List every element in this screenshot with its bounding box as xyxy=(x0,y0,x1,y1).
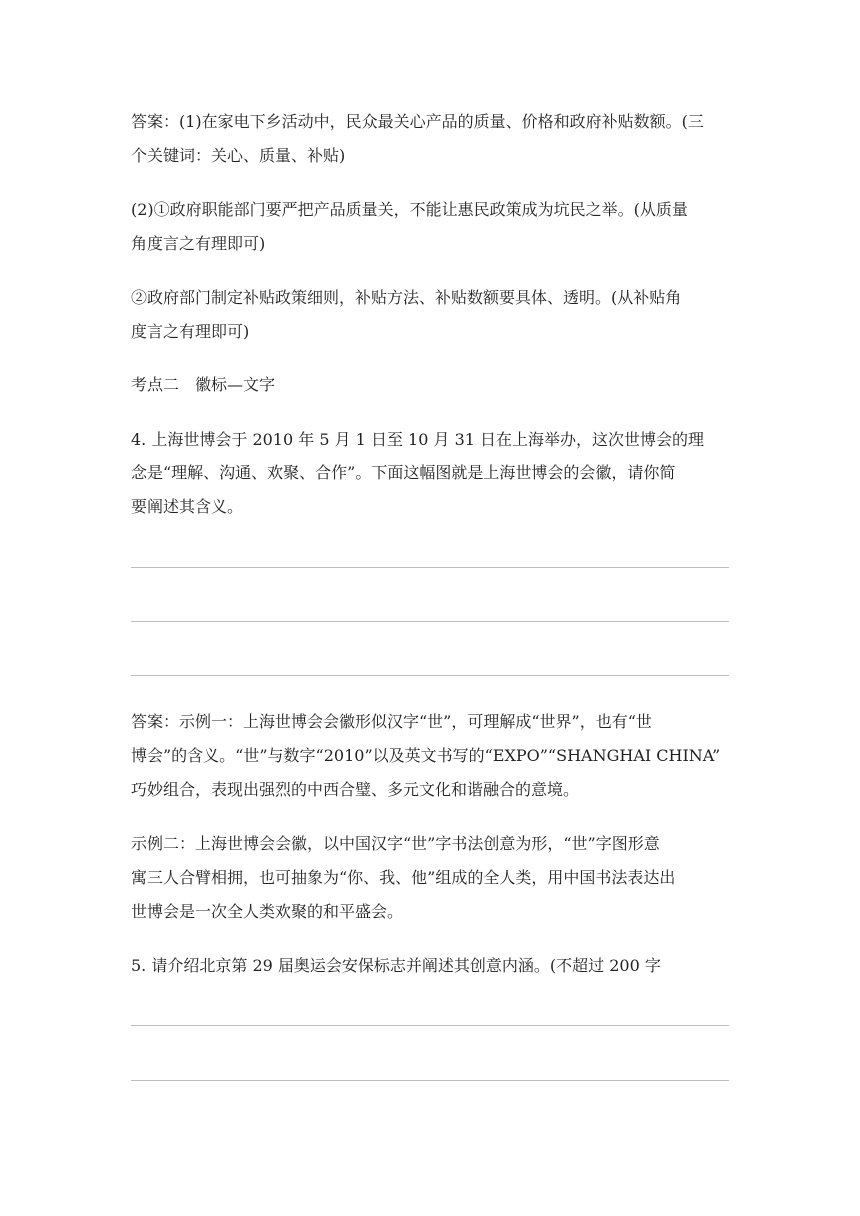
question4-line-1: 4. 上海世博会于 2010 年 5 月 1 日至 10 月 31 日在上海举办，这次世博会的理 xyxy=(131,430,705,449)
question4-line-3: 要阐述其含义。 xyxy=(131,497,244,516)
answer1-line-1: 答案：(1)在家电下乡活动中，民众最关心产品的质量、价格和政府补贴数额。(三 xyxy=(131,112,704,131)
answer4-example1-line-2: 博会”的含义。“世”与数字“2010”以及英文书写的“EXPO”“SHANGHAI CHINA” xyxy=(131,746,721,765)
answer2-line-1: (2)①政府职能部门要严把产品质量关，不能让惠民政策成为坑民之举。(从质量 xyxy=(131,200,688,219)
answer1-line-2: 个关键词：关心、质量、补贴) xyxy=(131,146,346,165)
answer4-example1-line-1: 答案：示例一：上海世博会会徽形似汉字“世”，可理解成“世界”，也有“世 xyxy=(131,712,652,731)
answer-blank-line[interactable] xyxy=(131,621,729,622)
answer3-line-1: ②政府部门制定补贴政策细则，补贴方法、补贴数额要具体、透明。(从补贴角 xyxy=(131,288,682,307)
answer4-example2-line-2: 寓三人合臂相拥，也可抽象为“你、我、他”组成的全人类，用中国书法表达出 xyxy=(131,868,676,887)
answer-blank-line[interactable] xyxy=(131,1080,729,1081)
answer2-line-2: 角度言之有理即可) xyxy=(131,234,266,253)
question4-line-2: 念是“理解、沟通、欢聚、合作”。下面这幅图就是上海世博会的会徽，请你简 xyxy=(131,463,676,482)
answer4-example2-line-1: 示例二：上海世博会会徽，以中国汉字“世”字书法创意为形，“世”字图形意 xyxy=(131,834,660,853)
answer-blank-line[interactable] xyxy=(131,567,729,568)
answer-blank-line[interactable] xyxy=(131,1025,729,1026)
section-heading: 考点二 徽标—文字 xyxy=(131,375,276,394)
answer3-line-2: 度言之有理即可) xyxy=(131,322,250,341)
answer-blank-line[interactable] xyxy=(131,675,729,676)
answer4-example2-line-3: 世博会是一次全人类欢聚的和平盛会。 xyxy=(131,902,404,921)
answer4-example1-line-3: 巧妙组合，表现出强烈的中西合璧、多元文化和谐融合的意境。 xyxy=(131,780,580,799)
question5-line-1: 5. 请介绍北京第 29 届奥运会安保标志并阐述其创意内涵。(不超过 200 字 xyxy=(131,956,661,975)
